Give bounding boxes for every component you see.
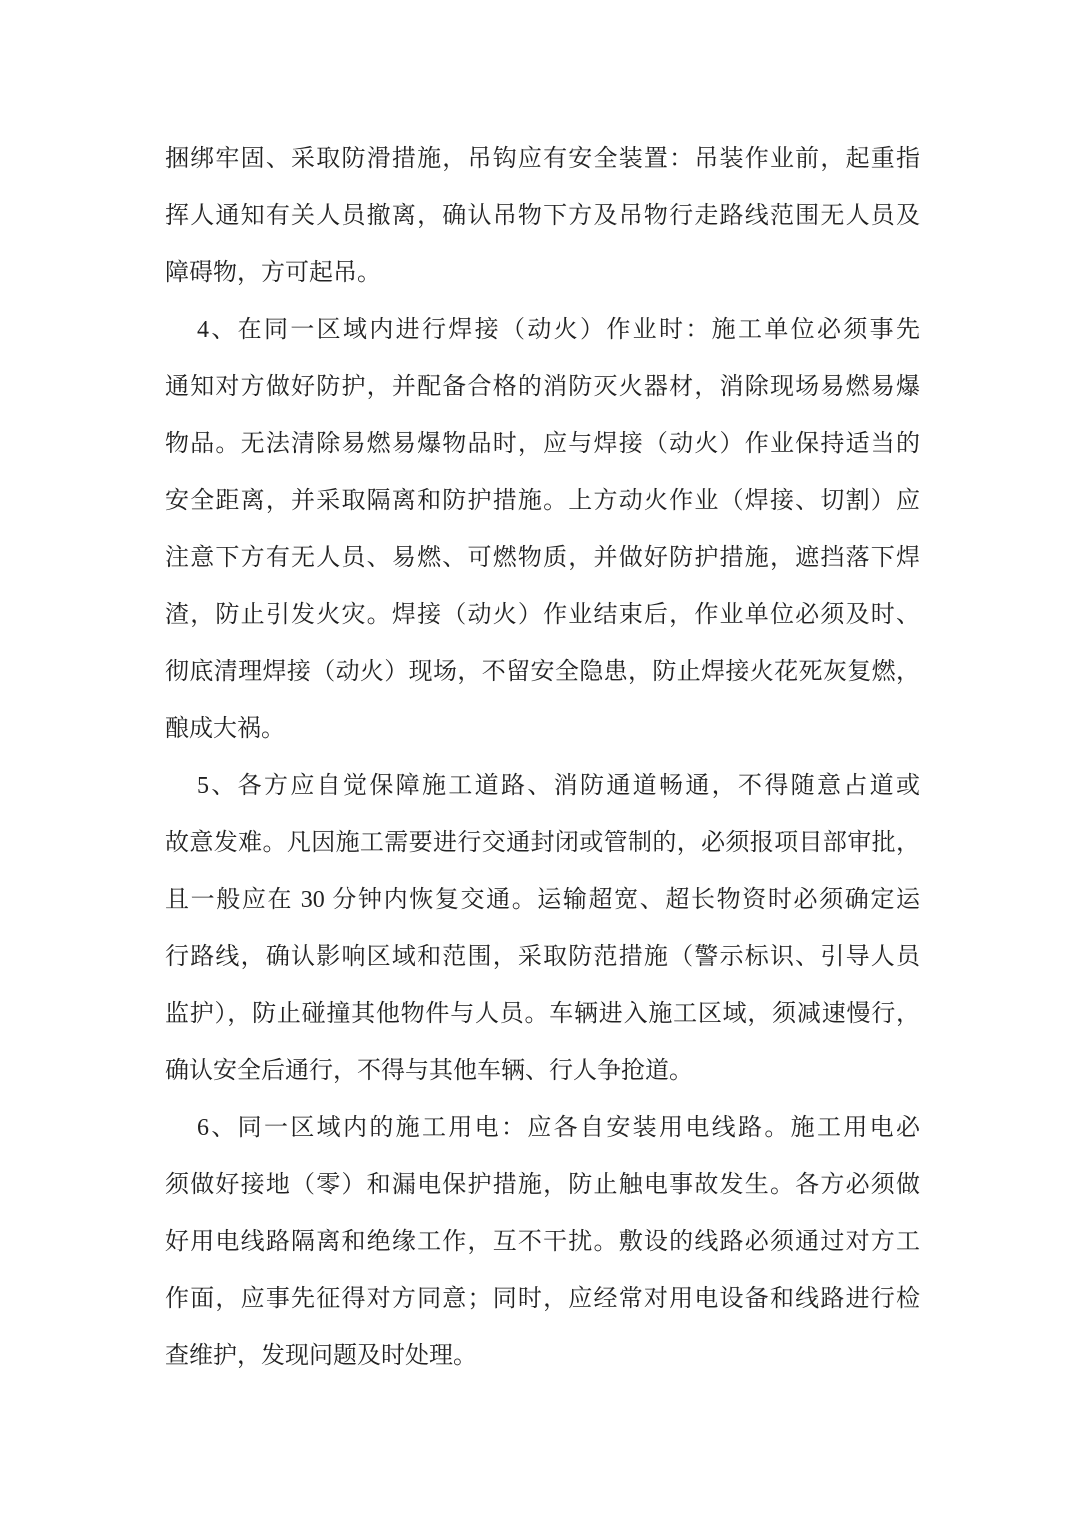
text-line: 查维护，发现问题及时处理。 [165, 1343, 477, 1369]
text-line-item-5-start: 5、各方应自觉保障施工道路、消防通道畅通，不得随意占道或 [197, 773, 920, 799]
text-line: 好用电线路隔离和绝缘工作，互不干扰。敷设的线路必须通过对方工 [165, 1229, 920, 1255]
text-line: 注意下方有无人员、易燃、可燃物质，并做好防护措施，遮挡落下焊 [165, 545, 920, 571]
text-line: 安全距离，并采取隔离和防护措施。上方动火作业（焊接、切割）应 [165, 488, 920, 514]
text-line-item-4-start: 4、在同一区域内进行焊接（动火）作业时：施工单位必须事先 [197, 317, 920, 343]
text-line: 须做好接地（零）和漏电保护措施，防止触电事故发生。各方必须做 [165, 1172, 920, 1198]
text-line: 确认安全后通行，不得与其他车辆、行人争抢道。 [165, 1058, 693, 1084]
text-line: 渣，防止引发火灾。焊接（动火）作业结束后，作业单位必须及时、 [165, 602, 920, 628]
text-line: 挥人通知有关人员撤离，确认吊物下方及吊物行走路线范围无人员及 [165, 203, 920, 229]
text-line: 物品。无法清除易燃易爆物品时，应与焊接（动火）作业保持适当的 [165, 431, 920, 457]
text-line: 行路线，确认影响区域和范围，采取防范措施（警示标识、引导人员 [165, 944, 920, 970]
document-text-block [165, 131, 920, 1385]
text-line: 作面，应事先征得对方同意；同时，应经常对用电设备和线路进行检 [165, 1286, 920, 1312]
text-line: 酿成大祸。 [165, 716, 285, 742]
text-line: 障碍物，方可起吊。 [165, 260, 381, 286]
text-line: 监护），防止碰撞其他物件与人员。车辆进入施工区域，须减速慢行， [165, 1001, 920, 1027]
text-line: 且一般应在 30 分钟内恢复交通。运输超宽、超长物资时必须确定运 [165, 887, 920, 913]
text-line: 故意发难。凡因施工需要进行交通封闭或管制的，必须报项目部审批， [165, 830, 920, 856]
text-line-item-6-start: 6、同一区域内的施工用电：应各自安装用电线路。施工用电必 [197, 1115, 920, 1141]
text-line: 彻底清理焊接（动火）现场，不留安全隐患，防止焊接火花死灰复燃， [165, 659, 920, 685]
text-line: 捆绑牢固、采取防滑措施，吊钩应有安全装置：吊装作业前，起重指 [165, 146, 920, 172]
text-line: 通知对方做好防护，并配备合格的消防灭火器材，消除现场易燃易爆 [165, 374, 920, 400]
